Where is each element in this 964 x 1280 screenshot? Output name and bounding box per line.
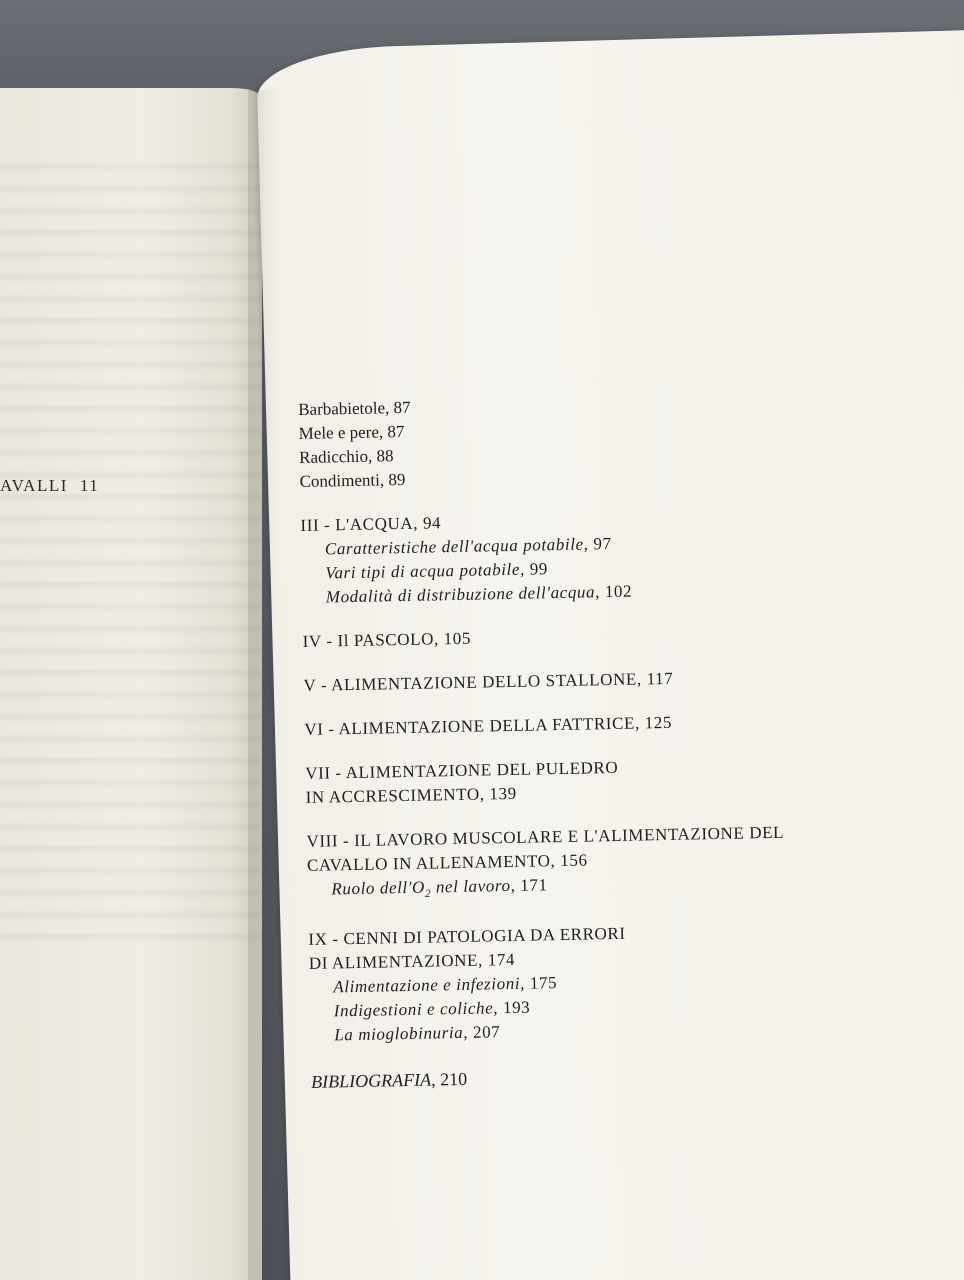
- sub-entry: La mioglobinuria, 207: [334, 1022, 501, 1045]
- toc-entry: Condimenti, 89: [299, 469, 406, 491]
- sub-entry: Ruolo $dell'O_2$ nel lavoro, 171: [331, 875, 548, 901]
- toc-entry: Radicchio, 88: [298, 446, 394, 467]
- bibliography-label: BIBLIOGRAFIA: [310, 1069, 432, 1093]
- left-header-text: AVALLI: [0, 476, 68, 495]
- toc-entry: Mele e pere, 87: [298, 421, 405, 443]
- chapter-title: III - L'ACQUA, 94: [300, 513, 442, 535]
- chapter-6: [304, 706, 944, 742]
- left-page-bleed-text: [0, 150, 262, 950]
- chapter-4: [302, 618, 942, 654]
- chapter-title-cont: CAVALLO IN ALLENAMENTO, 156: [306, 850, 588, 875]
- book-gutter-shadow: [248, 90, 276, 1280]
- chapter-9: [308, 916, 950, 1048]
- chapter-title: VIII - IL LAVORO MUSCOLARE E L'ALIMENTAZIONE DEL: [306, 822, 785, 851]
- chapter-title: IX - CENNI DI PATOLOGIA DA ERRORI: [308, 924, 626, 950]
- chapter-3: [300, 502, 942, 610]
- sub-entry: Caratteristiche dell'acqua potabile, 97: [324, 534, 612, 559]
- chapter-title: V - ALIMENTAZIONE DELLO STALLONE, 117: [303, 668, 674, 695]
- chapter-7: [305, 750, 946, 810]
- sub-entry: Modalità di distribuzione dell'acqua, 102: [325, 581, 633, 607]
- sub-entry: Indigestioni e coliche, 193: [333, 998, 531, 1021]
- sub-entry: Alimentazione e infezioni, 175: [333, 973, 558, 997]
- intro-items: [298, 386, 940, 494]
- chapter-title-cont: IN ACCRESCIMENTO, 139: [305, 783, 517, 807]
- chapter-5: [303, 662, 943, 698]
- chapter-title: VII - ALIMENTAZIONE DEL PULEDRO: [305, 757, 619, 783]
- left-page-number: 11: [79, 476, 100, 495]
- chapter-8: [306, 818, 947, 909]
- bibliography-page: , 210: [430, 1069, 468, 1090]
- left-page-header: [0, 476, 99, 496]
- table-of-contents: [298, 386, 951, 1095]
- sub-entry: Vari tipi di acqua potabile, 99: [325, 559, 549, 583]
- chapter-title: IV - Il PASCOLO, 105: [302, 628, 472, 651]
- chapter-title-cont: DI ALIMENTAZIONE, 174: [308, 950, 516, 974]
- chapter-title: VI - ALIMENTAZIONE DELLA FATTRICE, 125: [304, 712, 673, 739]
- toc-entry: Barbabietole, 87: [298, 397, 411, 419]
